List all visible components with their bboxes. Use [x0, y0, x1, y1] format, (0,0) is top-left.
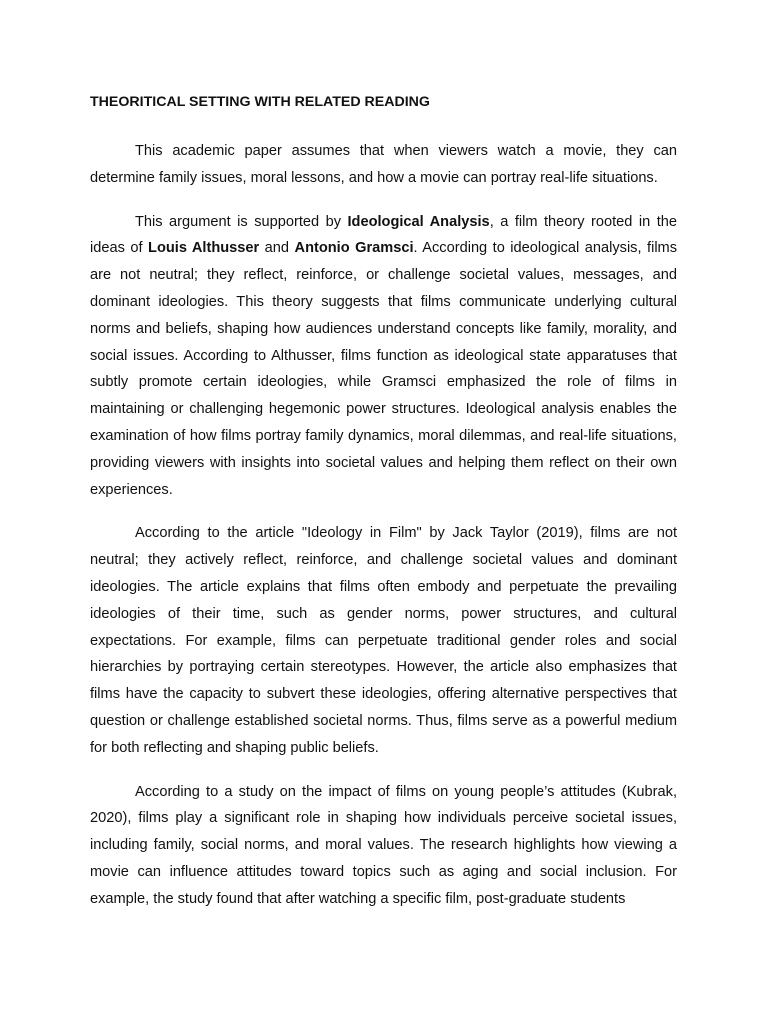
- term-ideological-analysis: Ideological Analysis: [347, 213, 490, 230]
- paragraph-ideology-in-film: According to the article "Ideology in Film" by Jack Taylor (2019), films are not neutral; they actively reflect, reinforce, and challenge societal values and dominant ideologies. The article explains that films often embody and perpetuate the prevailing ideologies of their time, such as gender norms, power structures, and cultural expectations. For example, films can perpetuate traditional gender roles and social hierarchies by portraying certain stereotypes. However, the article also emphasizes that films have the capacity to subvert these ideologies, offering alternative perspectives that question or challenge established societal norms. Thus, films serve as a powerful medium for both reflecting and shaping public beliefs.: [90, 525, 677, 756]
- paragraph-intro: This academic paper assumes that when viewers watch a movie, they can determine family issues, moral lessons, and how a movie can portray real-life situations.: [90, 143, 677, 186]
- document-body: [90, 92, 677, 930]
- name-louis-althusser: Louis Althusser: [148, 240, 260, 257]
- paragraph-text: . According to ideological analysis, films are not neutral; they reflect, reinforce, or challenge societal values, messages, and dominant ideologies. This theory suggests that films communicate underlying cultural norms and beliefs, shaping how audiences understand concepts like family, morality, and social issues. According to Althusser, films function as ideological state apparatuses that subtly promote certain ideologies, while Gramsci emphasized the role of films in maintaining or challenging hegemonic power structures. Ideological analysis enables the examination of how films portray family dynamics, moral dilemmas, and real-life situations, providing viewers with insights into societal values and helping them reflect on their own experiences.: [90, 240, 678, 498]
- name-antonio-gramsci: Antonio Gramsci: [294, 240, 414, 257]
- paragraph-text: , a film theory rooted in the ideas of: [90, 213, 678, 257]
- section-heading: THEORITICAL SETTING WITH RELATED READING: [90, 94, 430, 110]
- paragraph-ideological-analysis: [90, 209, 677, 504]
- paragraph-kubrak-study: According to a study on the impact of films on young people’s attitudes (Kubrak, 2020), films play a significant role in shaping how individuals perceive societal issues, including family, social norms, and moral values. The research highlights how viewing a movie can influence attitudes toward topics such as aging and social inclusion. For example, the study found that after watching a specific film, post-graduate students: [90, 783, 677, 907]
- paragraph-text: This argument is supported by: [135, 213, 348, 230]
- paragraph-text: and: [259, 240, 295, 257]
